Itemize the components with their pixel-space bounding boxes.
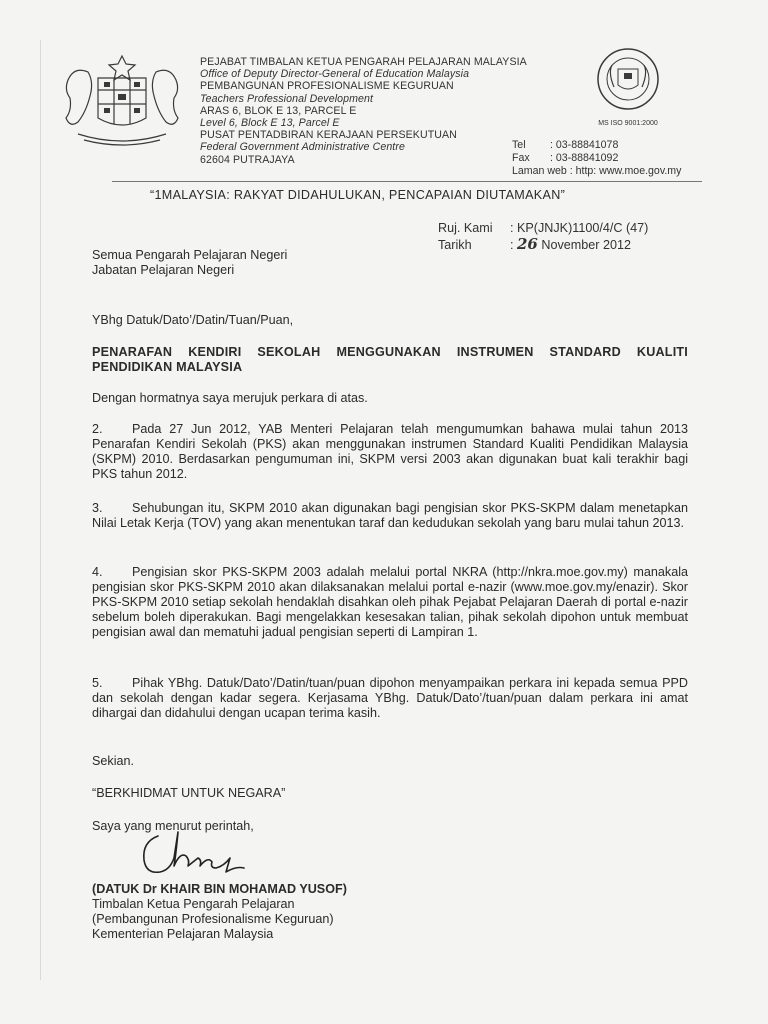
motto: “1MALAYSIA: RAKYAT DIDAHULUKAN, PENCAPAIAN DIUTAMAKAN” — [150, 188, 566, 202]
web-value: : http: www.moe.gov.my — [569, 165, 682, 177]
tarikh-day-handwritten: 26 — [517, 235, 538, 253]
address-level-ms: ARAS 6, BLOK E 13, PARCEL E — [200, 104, 357, 117]
slogan: “BERKHIDMAT UNTUK NEGARA” — [92, 786, 286, 800]
address-centre-ms: PUSAT PENTADBIRAN KERAJAAN PERSEKUTUAN — [200, 129, 457, 142]
salutation: YBhg Datuk/Dato’/Datin/Tuan/Puan, — [92, 313, 294, 327]
paragraph-3-number: 3. — [92, 501, 103, 515]
closing: Sekian. — [92, 754, 135, 768]
paragraph-2-number: 2. — [92, 422, 103, 436]
paragraph-5 — [92, 676, 688, 721]
contact-details — [512, 139, 681, 178]
tarikh-rest: November 2012 — [537, 238, 631, 252]
contact-tel — [512, 139, 681, 152]
address-level-en: Level 6, Block E 13, Parcel E — [200, 117, 340, 130]
tel-value: : 03-88841078 — [550, 139, 619, 151]
paragraph-5-text: Pihak YBhg. Datuk/Dato’/Datin/tuan/puan dipohon menyampaikan perkara ini kepada semua PPD dan sekolah dengan kadar segera. Kerjasama YBhg. Datuk/Dato’/tuan/puan dalam perkara ini amat dihargai dan didahului dengan ucapan terima kasih. — [92, 676, 688, 720]
signatory-title: Timbalan Ketua Pengarah Pelajaran — [92, 897, 295, 911]
web-label: Laman web — [512, 165, 567, 177]
contact-web — [512, 165, 681, 178]
page-fold-line — [40, 40, 41, 980]
coat-of-arms-logo — [58, 50, 186, 148]
recipient-block — [92, 248, 688, 278]
paragraph-2 — [92, 422, 688, 482]
handwritten-signature — [138, 828, 268, 880]
iso-certification — [588, 45, 668, 128]
subject-heading: PENARAFAN KENDIRI SEKOLAH MENGGUNAKAN INSTRUMEN STANDARD KUALITI PENDIDIKAN MALAYSIA — [92, 345, 688, 374]
signatory-name: (DATUK Dr KHAIR BIN MOHAMAD YUSOF) — [92, 882, 347, 896]
contact-fax — [512, 152, 681, 165]
ruj-label: Ruj. Kami — [438, 221, 493, 235]
signatory-block — [92, 882, 688, 942]
paragraph-4 — [92, 565, 688, 640]
tarikh-label: Tarikh — [438, 238, 472, 252]
paragraph-4-number: 4. — [92, 565, 103, 579]
recipient-line-2: Jabatan Pelajaran Negeri — [92, 263, 235, 277]
address-postcode: 62604 PUTRAJAYA — [200, 153, 295, 166]
fax-value: : 03-88841092 — [550, 152, 619, 164]
paragraph-3 — [92, 501, 688, 531]
tel-label: Tel — [512, 139, 526, 151]
division-name-en: Teachers Professional Development — [200, 92, 374, 105]
signatory-division: (Pembangunan Profesionalisme Keguruan) — [92, 912, 334, 926]
header-divider — [112, 181, 702, 182]
recipient-line-1: Semua Pengarah Pelajaran Negeri — [92, 248, 288, 262]
fax-label: Fax — [512, 152, 530, 164]
address-centre-en: Federal Government Administrative Centre — [200, 141, 405, 154]
paragraph-3-text: Sehubungan itu, SKPM 2010 akan digunakan bagi pengisian skor PKS-SKPM dalam menetapkan Nilai Letak Kerja (TOV) yang akan menentukan taraf dan kedudukan sekolah yang baru mulai tahun 2013. — [92, 501, 688, 530]
paragraph-5-number: 5. — [92, 676, 103, 690]
ministry-seal-logo — [588, 45, 668, 115]
office-name-ms: PEJABAT TIMBALAN KETUA PENGARAH PELAJARAN MALAYSIA — [200, 56, 527, 68]
signatory-ministry: Kementerian Pelajaran Malaysia — [92, 927, 274, 941]
sign-off: Saya yang menurut perintah, — [92, 819, 254, 833]
opening-line: Dengan hormatnya saya merujuk perkara di atas. — [92, 391, 368, 405]
office-name-en: Office of Deputy Director-General of Education Malaysia — [200, 68, 470, 81]
division-name-ms: PEMBANGUNAN PROFESIONALISME KEGURUAN — [200, 80, 454, 93]
paragraph-4-text: Pengisian skor PKS-SKPM 2003 adalah melalui portal NKRA (http://nkra.moe.gov.my) manakala pengisian skor PKS-SKPM 2010 akan dilaksanakan melalui portal e-nazir (www.moe.gov.my/enazir). Skor PKS-SKPM 2010 setiap sekolah hendaklah disahkan oleh pihak Pejabat Pelajaran Daerah di portal e-nazir sebelum boleh diperakukan. Bagi mengelakkan kesesakan talian, pihak sekolah dipohon untuk membuat pengisian awal dan mematuhi jadual pengisian seperti di Lampiran 1. — [92, 565, 688, 639]
iso-label: MS ISO 9001:2000 — [598, 120, 658, 127]
ruj-row — [438, 220, 648, 236]
paragraph-2-text: Pada 27 Jun 2012, YAB Menteri Pelajaran telah mengumumkan bahawa mulai tahun 2013 Penarafan Kendiri Sekolah (PKS) akan menggunakan instrumen Standard Kualiti Pendidikan Malaysia (SKPM) 2010. Berdasarkan pengumuman ini, SKPM versi 2003 akan digunakan buat kali terakhir bagi PKS tahun 2012. — [92, 422, 688, 481]
ruj-value: : KP(JNJK)1100/4/C (47) — [510, 221, 649, 235]
tarikh-prefix: : — [510, 238, 514, 252]
